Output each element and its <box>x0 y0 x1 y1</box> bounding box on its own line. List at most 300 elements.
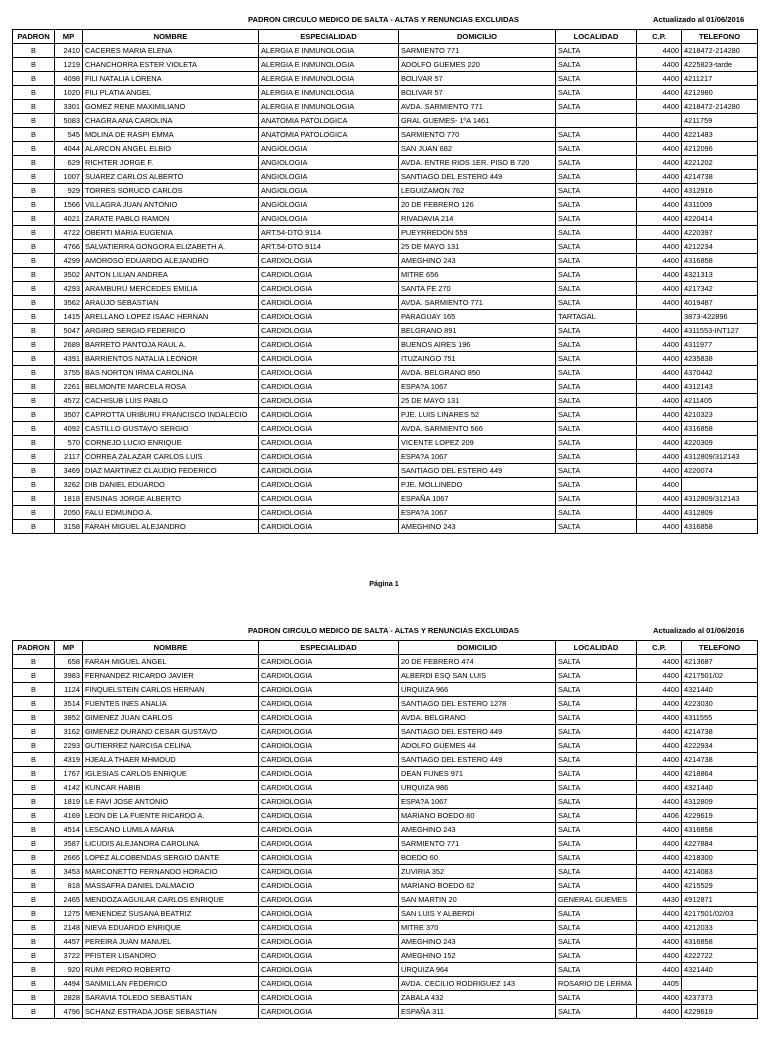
telefono-cell: 4211405 <box>682 394 758 408</box>
especialidad-cell: CARDIOLOGIA <box>259 366 399 380</box>
localidad-cell: SALTA <box>556 128 637 142</box>
localidad-cell: SALTA <box>556 949 637 963</box>
mp-cell: 1566 <box>55 198 83 212</box>
domicilio-cell: URQUIZA 964 <box>399 963 556 977</box>
table-row <box>13 128 758 142</box>
table-row <box>13 767 758 781</box>
especialidad-cell: CARDIOLOGIA <box>259 879 399 893</box>
localidad-cell: SALTA <box>556 338 637 352</box>
telefono-cell: 4220414 <box>682 212 758 226</box>
mp-cell: 3722 <box>55 949 83 963</box>
especialidad-cell: ANGIOLOGIA <box>259 212 399 226</box>
page-2 <box>0 622 768 1041</box>
updated-date: Actualizado al 01/06/2016 <box>653 15 745 24</box>
mp-cell: 2410 <box>55 44 83 58</box>
nombre-cell: FALU EDMUNDO A. <box>83 506 259 520</box>
padron-cell: B <box>13 184 55 198</box>
padron-cell: B <box>13 366 55 380</box>
localidad-cell: SALTA <box>556 506 637 520</box>
especialidad-cell: CARDIOLOGIA <box>259 478 399 492</box>
mp-cell: 629 <box>55 156 83 170</box>
localidad-cell: SALTA <box>556 58 637 72</box>
mp-cell: 4293 <box>55 282 83 296</box>
nombre-cell: FUENTES INES ANALIA <box>83 697 259 711</box>
domicilio-cell: LEGUIZAMON 762 <box>399 184 556 198</box>
column-header-telefono: TELEFONO <box>682 30 758 44</box>
domicilio-cell: SAN JUAN 682 <box>399 142 556 156</box>
mp-cell: 920 <box>55 963 83 977</box>
especialidad-cell: CARDIOLOGIA <box>259 436 399 450</box>
table-row <box>13 450 758 464</box>
padron-cell: B <box>13 128 55 142</box>
column-header-mp: MP <box>55 641 83 655</box>
column-header-localidad: LOCALIDAD <box>556 641 637 655</box>
localidad-cell: SALTA <box>556 520 637 534</box>
cp-cell: 4400 <box>637 753 682 767</box>
especialidad-cell: CARDIOLOGIA <box>259 949 399 963</box>
nombre-cell: IGLESIAS CARLOS ENRIQUE <box>83 767 259 781</box>
localidad-cell: SALTA <box>556 422 637 436</box>
nombre-cell: FILI PLATIA ANGEL <box>83 86 259 100</box>
mp-cell: 2689 <box>55 338 83 352</box>
localidad-cell: SALTA <box>556 226 637 240</box>
nombre-cell: MENDOZA AGUILAR CARLOS ENRIQUE <box>83 893 259 907</box>
mp-cell: 2465 <box>55 893 83 907</box>
cp-cell: 4400 <box>637 767 682 781</box>
telefono-cell: 4312809/312143 <box>682 492 758 506</box>
telefono-cell: 4019487 <box>682 296 758 310</box>
table-row <box>13 240 758 254</box>
cp-cell: 4400 <box>637 380 682 394</box>
especialidad-cell: ANATOMIA PATOLOGICA <box>259 128 399 142</box>
table-row <box>13 809 758 823</box>
padron-cell: B <box>13 865 55 879</box>
padron-cell: B <box>13 226 55 240</box>
especialidad-cell: CARDIOLOGIA <box>259 268 399 282</box>
nombre-cell: CASTILLO GUSTAVO SERGIO <box>83 422 259 436</box>
column-header-mp: MP <box>55 30 83 44</box>
mp-cell: 4092 <box>55 422 83 436</box>
localidad-cell: SALTA <box>556 921 637 935</box>
especialidad-cell: ALERGIA E INMUNOLOGIA <box>259 86 399 100</box>
especialidad-cell: ANGIOLOGIA <box>259 156 399 170</box>
table-row <box>13 198 758 212</box>
telefono-cell: 4214083 <box>682 865 758 879</box>
table-row <box>13 268 758 282</box>
localidad-cell: SALTA <box>556 436 637 450</box>
localidad-cell: SALTA <box>556 72 637 86</box>
padron-cell: B <box>13 296 55 310</box>
domicilio-cell: 25 DE MAYO 131 <box>399 394 556 408</box>
mp-cell: 3162 <box>55 725 83 739</box>
domicilio-cell: MITRE 656 <box>399 268 556 282</box>
telefono-cell: 4214738 <box>682 170 758 184</box>
table-row <box>13 86 758 100</box>
table-row <box>13 506 758 520</box>
especialidad-cell: CARDIOLOGIA <box>259 655 399 669</box>
localidad-cell: SALTA <box>556 683 637 697</box>
updated-date: Actualizado al 01/06/2016 <box>653 626 745 635</box>
especialidad-cell: CARDIOLOGIA <box>259 464 399 478</box>
domicilio-cell: ESPAÑA 311 <box>399 1005 556 1019</box>
nombre-cell: OBERTI MARIA EUGENIA <box>83 226 259 240</box>
cp-cell: 4430 <box>637 893 682 907</box>
table-row <box>13 296 758 310</box>
table-row <box>13 1005 758 1019</box>
localidad-cell: SALTA <box>556 408 637 422</box>
telefono-cell: 4312916 <box>682 184 758 198</box>
cp-cell: 4400 <box>637 879 682 893</box>
padron-cell: B <box>13 753 55 767</box>
nombre-cell: SUAREZ CARLOS ALBERTO <box>83 170 259 184</box>
padron-cell: B <box>13 921 55 935</box>
localidad-cell: SALTA <box>556 781 637 795</box>
table-row <box>13 58 758 72</box>
cp-cell: 4400 <box>637 58 682 72</box>
mp-cell: 2293 <box>55 739 83 753</box>
column-header-nombre: NOMBRE <box>83 641 259 655</box>
nombre-cell: HJEALA THAER MHMOUD <box>83 753 259 767</box>
mp-cell: 4299 <box>55 254 83 268</box>
nombre-cell: ARAMBURU MERCEDES EMILIA <box>83 282 259 296</box>
table-row <box>13 282 758 296</box>
cp-cell: 4400 <box>637 226 682 240</box>
mp-cell: 4044 <box>55 142 83 156</box>
document-title: PADRON CIRCULO MEDICO DE SALTA - ALTAS Y RENUNCIAS EXCLUIDAS <box>248 15 519 24</box>
telefono-cell: 4220397 <box>682 226 758 240</box>
cp-cell: 4400 <box>637 324 682 338</box>
padron-cell: B <box>13 767 55 781</box>
cp-cell: 4400 <box>637 72 682 86</box>
domicilio-cell: PJE. LUIS LINARES 52 <box>399 408 556 422</box>
telefono-cell: 4218472-214280 <box>682 100 758 114</box>
padron-cell: B <box>13 683 55 697</box>
mp-cell: 658 <box>55 655 83 669</box>
domicilio-cell: MARIANO BOEDO 62 <box>399 879 556 893</box>
table-row <box>13 893 758 907</box>
padron-cell: B <box>13 991 55 1005</box>
nombre-cell: NIEVA EDUARDO ENRIQUE <box>83 921 259 935</box>
localidad-cell: SALTA <box>556 184 637 198</box>
domicilio-cell: DEAN FUNES 971 <box>399 767 556 781</box>
mp-cell: 3453 <box>55 865 83 879</box>
nombre-cell: VILLAGRA JUAN ANTONIO <box>83 198 259 212</box>
nombre-cell: ANTON LILIAN ANDREA <box>83 268 259 282</box>
table-row <box>13 963 758 977</box>
nombre-cell: BARRETO PANTOJA RAUL A. <box>83 338 259 352</box>
table-row <box>13 44 758 58</box>
column-header-cp: C.P. <box>637 30 682 44</box>
domicilio-cell: VICENTE LOPEZ 209 <box>399 436 556 450</box>
telefono-cell: 4222934 <box>682 739 758 753</box>
especialidad-cell: CARDIOLOGIA <box>259 520 399 534</box>
telefono-cell: 4217342 <box>682 282 758 296</box>
domicilio-cell: GRAL GUEMES- 1ºA 1461 <box>399 114 556 128</box>
domicilio-cell: PARAGUAY 165 <box>399 310 556 324</box>
localidad-cell: SALTA <box>556 268 637 282</box>
telefono-cell: 4312809/312143 <box>682 450 758 464</box>
table-row <box>13 655 758 669</box>
mp-cell: 2148 <box>55 921 83 935</box>
nombre-cell: SARAVIA TOLEDO SEBASTIAN <box>83 991 259 1005</box>
mp-cell: 4572 <box>55 394 83 408</box>
localidad-cell: SALTA <box>556 837 637 851</box>
nombre-cell: DIAZ MARTINEZ CLAUDIO FEDERICO <box>83 464 259 478</box>
nombre-cell: PFISTER LISANDRO <box>83 949 259 963</box>
especialidad-cell: ALERGIA E INMUNOLOGIA <box>259 72 399 86</box>
especialidad-cell: ANGIOLOGIA <box>259 142 399 156</box>
padron-cell: B <box>13 781 55 795</box>
mp-cell: 5083 <box>55 114 83 128</box>
mp-cell: 1767 <box>55 767 83 781</box>
mp-cell: 818 <box>55 879 83 893</box>
especialidad-cell: ALERGIA E INMUNOLOGIA <box>259 44 399 58</box>
nombre-cell: GIMENEZ DURAND CESAR GUSTAVO <box>83 725 259 739</box>
cp-cell: 4400 <box>637 506 682 520</box>
nombre-cell: BARRIENTOS NATALIA LEONOR <box>83 352 259 366</box>
table-row <box>13 711 758 725</box>
cp-cell: 4400 <box>637 366 682 380</box>
telefono-cell: 4316858 <box>682 422 758 436</box>
padron-cell: B <box>13 324 55 338</box>
mp-cell: 1415 <box>55 310 83 324</box>
table-row <box>13 977 758 991</box>
nombre-cell: GIMENEZ JUAN CARLOS <box>83 711 259 725</box>
cp-cell: 4400 <box>637 795 682 809</box>
padron-cell: B <box>13 156 55 170</box>
localidad-cell: SALTA <box>556 725 637 739</box>
localidad-cell: SALTA <box>556 100 637 114</box>
especialidad-cell: ANGIOLOGIA <box>259 198 399 212</box>
mp-cell: 4391 <box>55 352 83 366</box>
especialidad-cell: CARDIOLOGIA <box>259 837 399 851</box>
localidad-cell: ROSARIO DE LERMA <box>556 977 637 991</box>
padron-cell: B <box>13 697 55 711</box>
nombre-cell: BELMONTE MARCELA ROSA <box>83 380 259 394</box>
localidad-cell: SALTA <box>556 394 637 408</box>
domicilio-cell: AMEGHINO 243 <box>399 520 556 534</box>
especialidad-cell: CARDIOLOGIA <box>259 753 399 767</box>
nombre-cell: FINQUELSTEIN CARLOS HERNAN <box>83 683 259 697</box>
localidad-cell: SALTA <box>556 711 637 725</box>
cp-cell: 4400 <box>637 669 682 683</box>
padron-cell: B <box>13 338 55 352</box>
cp-cell: 4400 <box>637 492 682 506</box>
cp-cell: 4400 <box>637 655 682 669</box>
especialidad-cell: CARDIOLOGIA <box>259 352 399 366</box>
mp-cell: 1007 <box>55 170 83 184</box>
column-header-padron: PADRON <box>13 641 55 655</box>
padron-cell: B <box>13 254 55 268</box>
padron-cell: B <box>13 655 55 669</box>
table-row <box>13 739 758 753</box>
especialidad-cell: CARDIOLOGIA <box>259 711 399 725</box>
padron-cell: B <box>13 520 55 534</box>
domicilio-cell: SARMIENTO 771 <box>399 44 556 58</box>
mp-cell: 570 <box>55 436 83 450</box>
nombre-cell: ARGIRO SERGIO FEDERICO <box>83 324 259 338</box>
column-header-especialidad: ESPECIALIDAD <box>259 30 399 44</box>
padron-cell: B <box>13 86 55 100</box>
table-row <box>13 72 758 86</box>
especialidad-cell: CARDIOLOGIA <box>259 1005 399 1019</box>
domicilio-cell: ESPA?A 1067 <box>399 795 556 809</box>
padron-cell: B <box>13 310 55 324</box>
localidad-cell <box>556 114 637 128</box>
padron-cell: B <box>13 212 55 226</box>
padron-cell: B <box>13 837 55 851</box>
localidad-cell: SALTA <box>556 450 637 464</box>
nombre-cell: MASSAFRA DANIEL DALMACIO <box>83 879 259 893</box>
mp-cell: 4142 <box>55 781 83 795</box>
table-row <box>13 669 758 683</box>
column-header-domicilio: DOMICILIO <box>399 641 556 655</box>
mp-cell: 2117 <box>55 450 83 464</box>
domicilio-cell: URQUIZA 986 <box>399 781 556 795</box>
cp-cell: 4400 <box>637 781 682 795</box>
especialidad-cell: CARDIOLOGIA <box>259 739 399 753</box>
mp-cell: 3502 <box>55 268 83 282</box>
localidad-cell: SALTA <box>556 753 637 767</box>
domicilio-cell: 20 DE FEBRERO 474 <box>399 655 556 669</box>
nombre-cell: ARAUJO SEBASTIAN <box>83 296 259 310</box>
column-header-telefono: TELEFONO <box>682 641 758 655</box>
cp-cell: 4400 <box>637 282 682 296</box>
mp-cell: 3983 <box>55 669 83 683</box>
padron-cell: B <box>13 282 55 296</box>
telefono-cell: 4312143 <box>682 380 758 394</box>
localidad-cell: SALTA <box>556 282 637 296</box>
cp-cell: 4400 <box>637 296 682 310</box>
domicilio-cell: SANTA FE 270 <box>399 282 556 296</box>
table-row <box>13 184 758 198</box>
telefono-cell: 4213687 <box>682 655 758 669</box>
localidad-cell: TARTAGAL <box>556 310 637 324</box>
especialidad-cell: CARDIOLOGIA <box>259 935 399 949</box>
mp-cell: 4494 <box>55 977 83 991</box>
mp-cell: 1219 <box>55 58 83 72</box>
cp-cell: 4400 <box>637 394 682 408</box>
especialidad-cell: CARDIOLOGIA <box>259 422 399 436</box>
nombre-cell: LOPEZ ALCOBENDAS SERGIO DANTE <box>83 851 259 865</box>
table-body <box>13 655 758 1019</box>
domicilio-cell: AMEGHINO 243 <box>399 254 556 268</box>
padron-cell: B <box>13 352 55 366</box>
telefono-cell: 3873-422896 <box>682 310 758 324</box>
cp-cell: 4400 <box>637 683 682 697</box>
column-header-cp: C.P. <box>637 641 682 655</box>
table-row <box>13 310 758 324</box>
telefono-cell: 4321440 <box>682 963 758 977</box>
telefono-cell: 4312809 <box>682 795 758 809</box>
domicilio-cell: PJE. MOLLINEDO <box>399 478 556 492</box>
padron-table <box>12 29 758 534</box>
localidad-cell: SALTA <box>556 879 637 893</box>
padron-cell: B <box>13 809 55 823</box>
domicilio-cell: SANTIAGO DEL ESTERO 449 <box>399 170 556 184</box>
telefono-cell: 4316858 <box>682 520 758 534</box>
page-number: Página 1 <box>369 579 399 588</box>
telefono-cell: 4321440 <box>682 781 758 795</box>
table-row <box>13 324 758 338</box>
telefono-cell: 4321440 <box>682 683 758 697</box>
padron-table <box>12 640 758 1019</box>
table-body <box>13 44 758 534</box>
localidad-cell: SALTA <box>556 142 637 156</box>
nombre-cell: FARAH MIGUEL ANGEL <box>83 655 259 669</box>
cp-cell: 4400 <box>637 725 682 739</box>
domicilio-cell: SANTIAGO DEL ESTERO 1278 <box>399 697 556 711</box>
especialidad-cell: ANGIOLOGIA <box>259 170 399 184</box>
padron-cell: B <box>13 58 55 72</box>
especialidad-cell: CARDIOLOGIA <box>259 254 399 268</box>
domicilio-cell: BOLIVAR 57 <box>399 86 556 100</box>
especialidad-cell: CARDIOLOGIA <box>259 338 399 352</box>
nombre-cell: CHAGRA ANA CAROLINA <box>83 114 259 128</box>
telefono-cell: 4229619 <box>682 809 758 823</box>
localidad-cell: SALTA <box>556 352 637 366</box>
mp-cell: 4766 <box>55 240 83 254</box>
especialidad-cell: CARDIOLOGIA <box>259 450 399 464</box>
cp-cell: 4400 <box>637 921 682 935</box>
padron-cell: B <box>13 100 55 114</box>
table-row <box>13 142 758 156</box>
telefono-cell: 4321313 <box>682 268 758 282</box>
localidad-cell: SALTA <box>556 380 637 394</box>
table-row <box>13 781 758 795</box>
padron-cell: B <box>13 725 55 739</box>
mp-cell: 3262 <box>55 478 83 492</box>
domicilio-cell: AVDA. BELGRANO 850 <box>399 366 556 380</box>
mp-cell: 4021 <box>55 212 83 226</box>
domicilio-cell: RIVADAVIA 214 <box>399 212 556 226</box>
nombre-cell: CACERES MARIA ELENA <box>83 44 259 58</box>
table-row <box>13 837 758 851</box>
telefono-cell: 4211217 <box>682 72 758 86</box>
table-row <box>13 851 758 865</box>
especialidad-cell: CARDIOLOGIA <box>259 963 399 977</box>
cp-cell: 4400 <box>637 156 682 170</box>
table-row <box>13 380 758 394</box>
mp-cell: 1124 <box>55 683 83 697</box>
domicilio-cell: PUEYRREDON 559 <box>399 226 556 240</box>
cp-cell: 4400 <box>637 198 682 212</box>
padron-cell: B <box>13 478 55 492</box>
table-row <box>13 991 758 1005</box>
cp-cell: 4400 <box>637 128 682 142</box>
padron-cell: B <box>13 795 55 809</box>
mp-cell: 4514 <box>55 823 83 837</box>
table-row <box>13 865 758 879</box>
nombre-cell: ZARATE PABLO RAMON <box>83 212 259 226</box>
top-margin <box>0 0 768 11</box>
cp-cell: 4400 <box>637 464 682 478</box>
nombre-cell: MOLINA DE RASPI EMMA <box>83 128 259 142</box>
domicilio-cell: AMEGHINO 152 <box>399 949 556 963</box>
cp-cell: 4400 <box>637 450 682 464</box>
table-row <box>13 907 758 921</box>
cp-cell: 4400 <box>637 422 682 436</box>
nombre-cell: RUMI PEDRO ROBERTO <box>83 963 259 977</box>
domicilio-cell: BOLIVAR 57 <box>399 72 556 86</box>
localidad-cell: SALTA <box>556 795 637 809</box>
telefono-cell: 4211759 <box>682 114 758 128</box>
table-row <box>13 725 758 739</box>
domicilio-cell: ESPA?A 1067 <box>399 450 556 464</box>
telefono-cell: 4316858 <box>682 254 758 268</box>
domicilio-cell: AVDA. SARMIENTO 771 <box>399 100 556 114</box>
padron-cell: B <box>13 893 55 907</box>
